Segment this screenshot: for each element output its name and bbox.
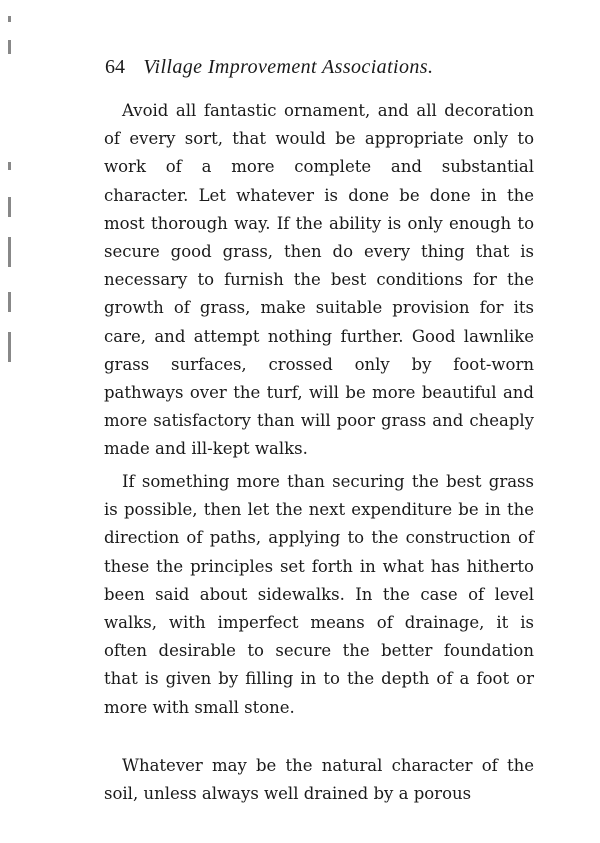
page-number: 64 [105, 56, 125, 78]
paragraph-text: Avoid all fantastic ornament, and all decoration of every sort, that would be appropriate only to work of a more complete and substantial character. Let whatever is done be done in the most thorough way. If the ability is only enough to secure good grass, then do every thing that is necessary to furnish the best conditions for the growth of grass, make suitable provision for its care, and attempt nothing further. Good lawnlike grass surfaces, crossed only by foot-worn pathways over the turf, will be more beautiful and more satisfactory than will poor grass and cheaply made and ill-kept walks. [104, 101, 534, 459]
running-title: Village Improvement Associations. [143, 56, 434, 78]
paragraph [104, 97, 534, 464]
scan-mark [8, 162, 11, 170]
scan-mark [8, 197, 11, 217]
running-header [105, 52, 505, 80]
scan-mark [8, 292, 11, 312]
paragraph [104, 468, 534, 722]
margin-scan-marks [8, 12, 14, 392]
scan-mark [8, 237, 11, 267]
scan-mark [8, 16, 11, 22]
paragraph-text: Whatever may be the natural character of the soil, unless always well drained by a porous [104, 756, 534, 804]
scan-mark [8, 332, 11, 362]
paragraph [104, 752, 534, 808]
paragraph-text: If something more than securing the best grass is possible, then let the next expenditure be in the direction of paths, applying to the construction of these the principles set forth in what has hitherto been said about sidewalks. In the case of level walks, with imperfect means of drainage, it is often desirable to secure the better foundation that is given by filling in to the depth of a foot or more with small stone. [104, 472, 534, 717]
scan-mark [8, 40, 11, 54]
